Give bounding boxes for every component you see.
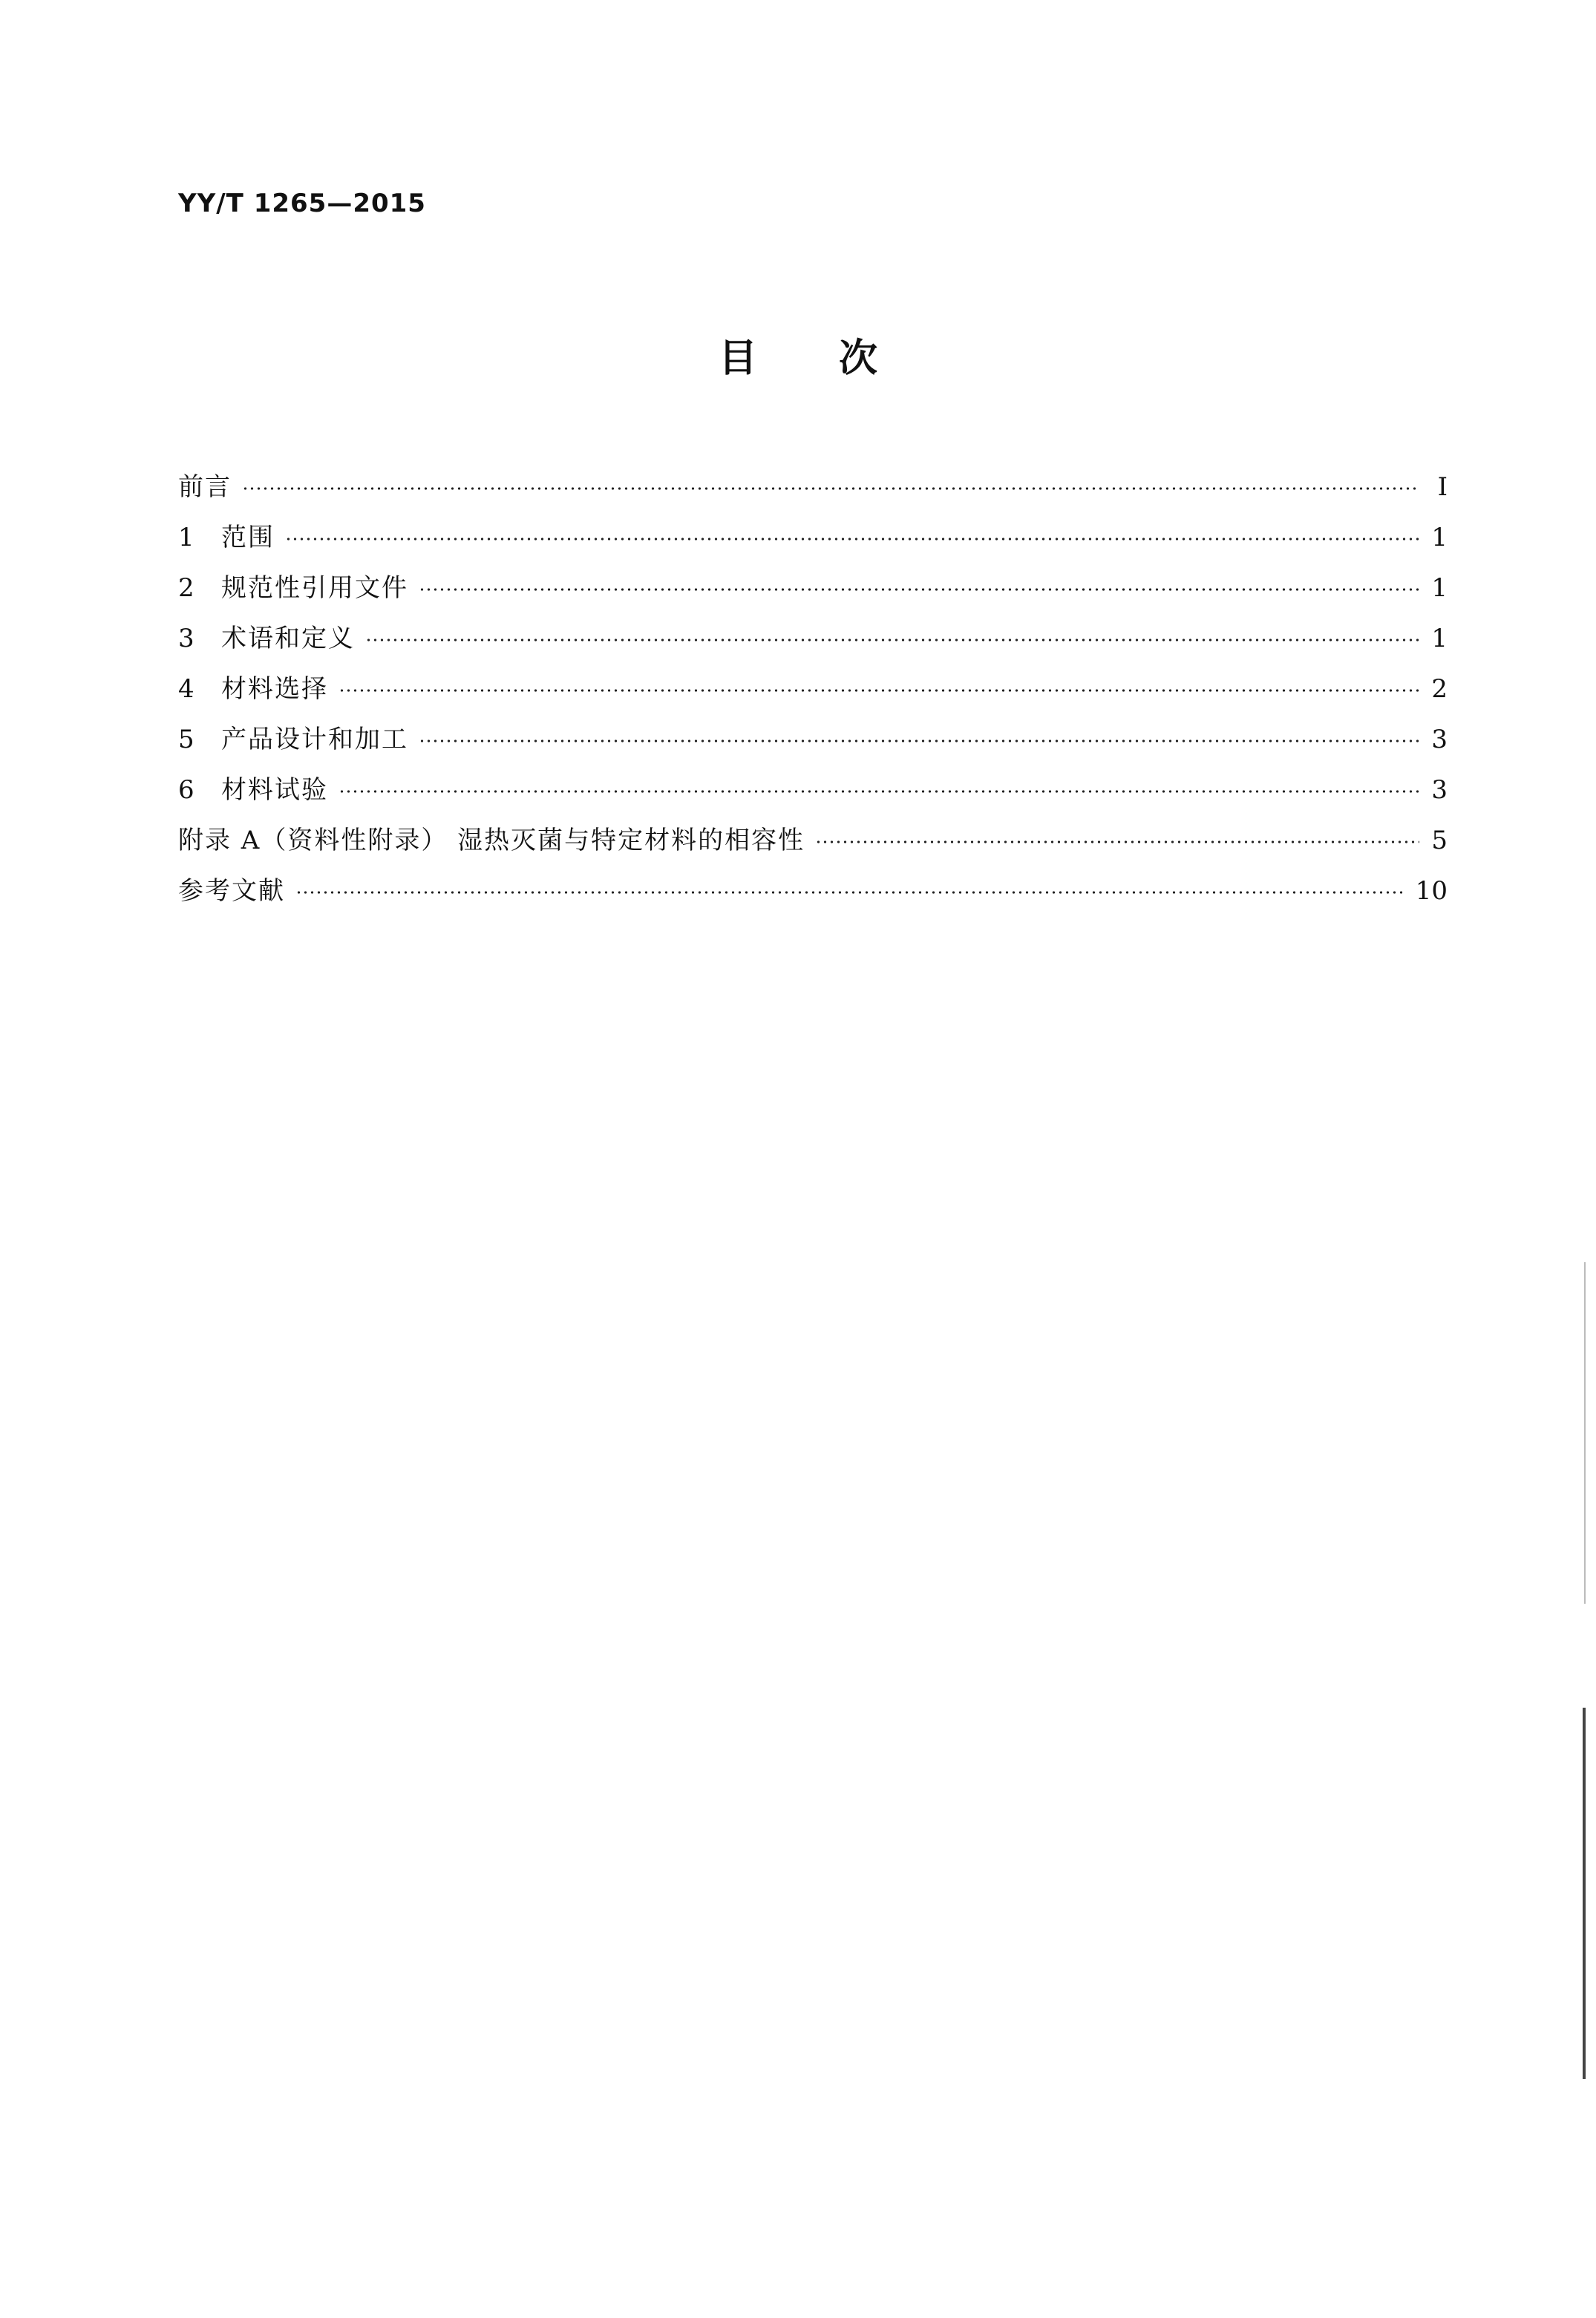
toc-leader-dots [365, 639, 1419, 641]
toc-entry-foreword[interactable] [178, 462, 1448, 512]
toc-entry-page: Ⅰ [1437, 472, 1448, 502]
toc-entry-label: 规范性引用文件 [221, 573, 408, 603]
toc-entry-material-testing[interactable] [178, 765, 1448, 815]
toc-entry-label: 参考文献 [178, 876, 285, 906]
toc-entry-page: 5 [1431, 826, 1448, 855]
toc-entry-page: 1 [1431, 523, 1448, 552]
toc-leader-dots [419, 740, 1419, 742]
toc-entry-product-design[interactable] [178, 714, 1448, 765]
toc-entry-label: 附录 A（资料性附录） 湿热灭菌与特定材料的相容性 [178, 826, 805, 855]
toc-leader-dots [242, 487, 1419, 490]
toc-entry-material-selection[interactable] [178, 664, 1448, 714]
toc-entry-page: 3 [1431, 775, 1448, 805]
toc-title [0, 327, 1596, 382]
scan-edge-mark [1583, 1708, 1586, 2079]
toc-entry-number: 5 [178, 725, 194, 754]
toc-entry-page: 10 [1415, 876, 1448, 906]
toc-entry-bibliography[interactable] [178, 866, 1448, 916]
toc-leader-dots [339, 790, 1419, 793]
toc-leader-dots [419, 588, 1419, 591]
toc-entry-annex-a[interactable] [178, 815, 1448, 866]
standard-code: YY/T 1265—2015 [178, 189, 426, 218]
scan-edge-mark [1584, 1262, 1586, 1604]
toc-entry-page: 2 [1431, 674, 1448, 704]
toc-entry-number: 4 [178, 674, 194, 704]
toc-entry-label: 材料选择 [221, 674, 328, 704]
toc-entry-number: 3 [178, 624, 194, 653]
toc-entry-number: 2 [178, 573, 194, 603]
toc-entry-page: 1 [1431, 573, 1448, 603]
toc-entry-scope[interactable] [178, 512, 1448, 563]
table-of-contents [178, 462, 1448, 916]
toc-title-char-2: 次 [839, 336, 878, 381]
toc-entry-label: 产品设计和加工 [221, 725, 408, 754]
toc-entry-label: 前言 [178, 472, 232, 502]
toc-entry-number: 6 [178, 775, 194, 805]
toc-entry-normative-references[interactable] [178, 563, 1448, 613]
toc-leader-dots [285, 538, 1419, 541]
toc-entry-page: 3 [1431, 725, 1448, 754]
toc-entry-label: 术语和定义 [221, 624, 355, 653]
toc-entry-label: 材料试验 [221, 775, 328, 805]
toc-leader-dots [295, 891, 1405, 894]
toc-entry-label: 范围 [221, 523, 275, 552]
toc-entry-page: 1 [1431, 624, 1448, 653]
toc-title-char-1: 目 [718, 336, 757, 381]
toc-entry-terms[interactable] [178, 613, 1448, 664]
toc-leader-dots [339, 689, 1419, 692]
toc-entry-number: 1 [178, 523, 194, 552]
toc-leader-dots [815, 840, 1419, 843]
